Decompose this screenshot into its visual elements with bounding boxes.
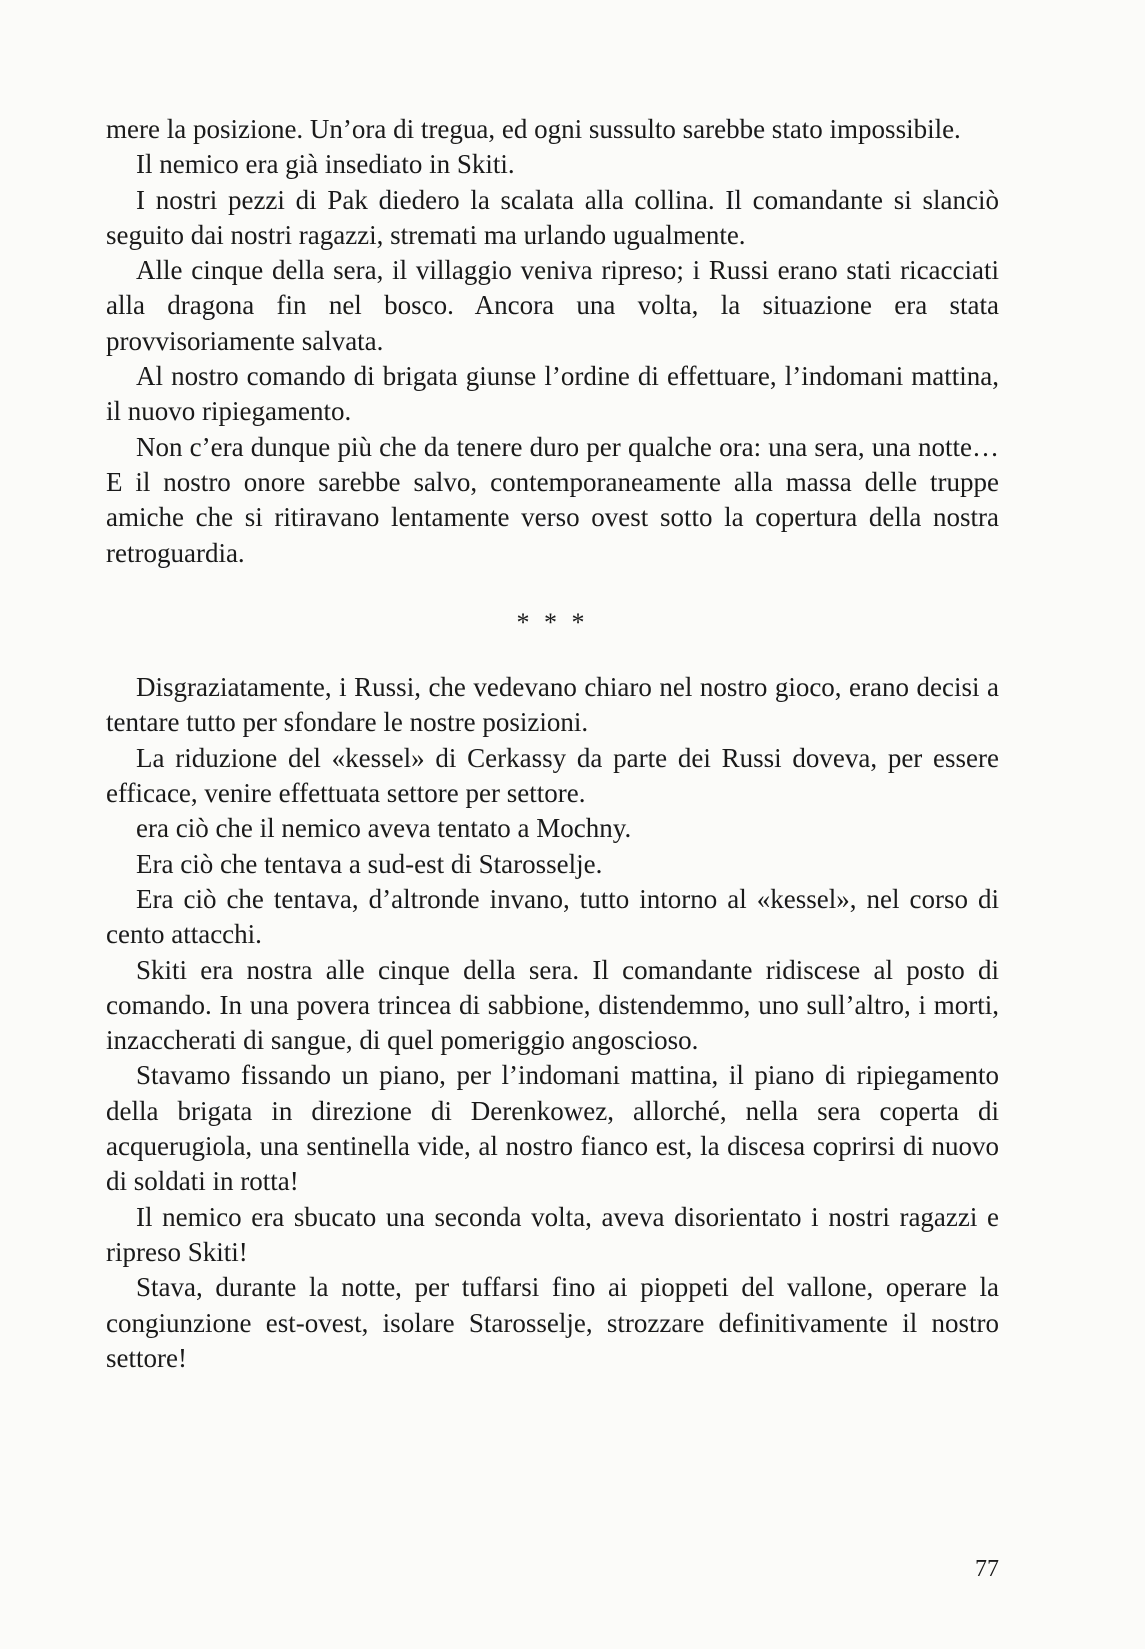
body-text bbox=[106, 112, 999, 1376]
paragraph: Stava, durante la notte, per tuffarsi fino ai pioppeti del vallone, operare la congiunzione est-ovest, isolare Starosselje, strozzare definitivamente il nostro settore! bbox=[106, 1272, 999, 1373]
section-break: * * * bbox=[516, 607, 589, 637]
paragraph: Al nostro comando di brigata giunse l’ordine di effettuare, l’indomani mattina, il nuovo ripiegamento. bbox=[106, 361, 999, 427]
paragraph: Non c’era dunque più che da tenere duro per qualche ora: una sera, una notte… E il nostro onore sarebbe salvo, contemporaneamente alla massa delle truppe amiche che si ritiravano lentamente verso ovest sotto la copertura della nostra retroguardia. bbox=[106, 431, 999, 568]
paragraph: I nostri pezzi di Pak diedero la scalata alla collina. Il comandante si slanciò seguito dai nostri ragazzi, stremati ma urlando ugualmente. bbox=[106, 184, 999, 250]
paragraph: Il nemico era già insediato in Skiti. bbox=[136, 149, 515, 180]
paragraph: Alle cinque della sera, il villaggio veniva ripreso; i Russi erano stati ricacciati alla dragona fin nel bosco. Ancora una volta, la situazione era stata provvisoriamente salvata. bbox=[106, 255, 999, 356]
page-number: 77 bbox=[975, 1556, 999, 1582]
paragraph: Era ciò che tentava a sud-est di Starosselje. bbox=[136, 848, 603, 879]
paragraph: Disgraziatamente, i Russi, che vedevano chiaro nel nostro gioco, erano decisi a tentare tutto per sfondare le nostre posizioni. bbox=[106, 672, 999, 738]
paragraph: Stavamo fissando un piano, per l’indomani mattina, il piano di ripiegamento della brigata in direzione di Derenkowez, allorché, nella sera coperta di acquerugiola, una sentinella vide, al nostro fianco est, la discesa coprirsi di nuovo di soldati in rotta! bbox=[106, 1060, 999, 1197]
paragraph: mere la posizione. Un’ora di tregua, ed ogni sussulto sarebbe stato impossibile. bbox=[106, 114, 961, 144]
paragraph: era ciò che il nemico aveva tentato a Mochny. bbox=[136, 813, 632, 844]
paragraph: La riduzione del «kessel» di Cerkassy da parte dei Russi doveva, per essere efficace, venire effettuata settore per settore. bbox=[106, 742, 999, 809]
paragraph: Era ciò che tentava, d’altronde invano, tutto intorno al «kessel», nel corso di cento attacchi. bbox=[106, 883, 999, 950]
paragraph: Skiti era nostra alle cinque della sera. Il comandante ridiscese al posto di comando. In una povera trincea di sabbione, distendemmo, uno sull’altro, i morti, inzaccherati di sangue, di quel pomeriggio angoscioso. bbox=[106, 954, 999, 1056]
paragraph: Il nemico era sbucato una seconda volta, aveva disorientato i nostri ragazzi e ripreso Skiti! bbox=[106, 1201, 999, 1267]
